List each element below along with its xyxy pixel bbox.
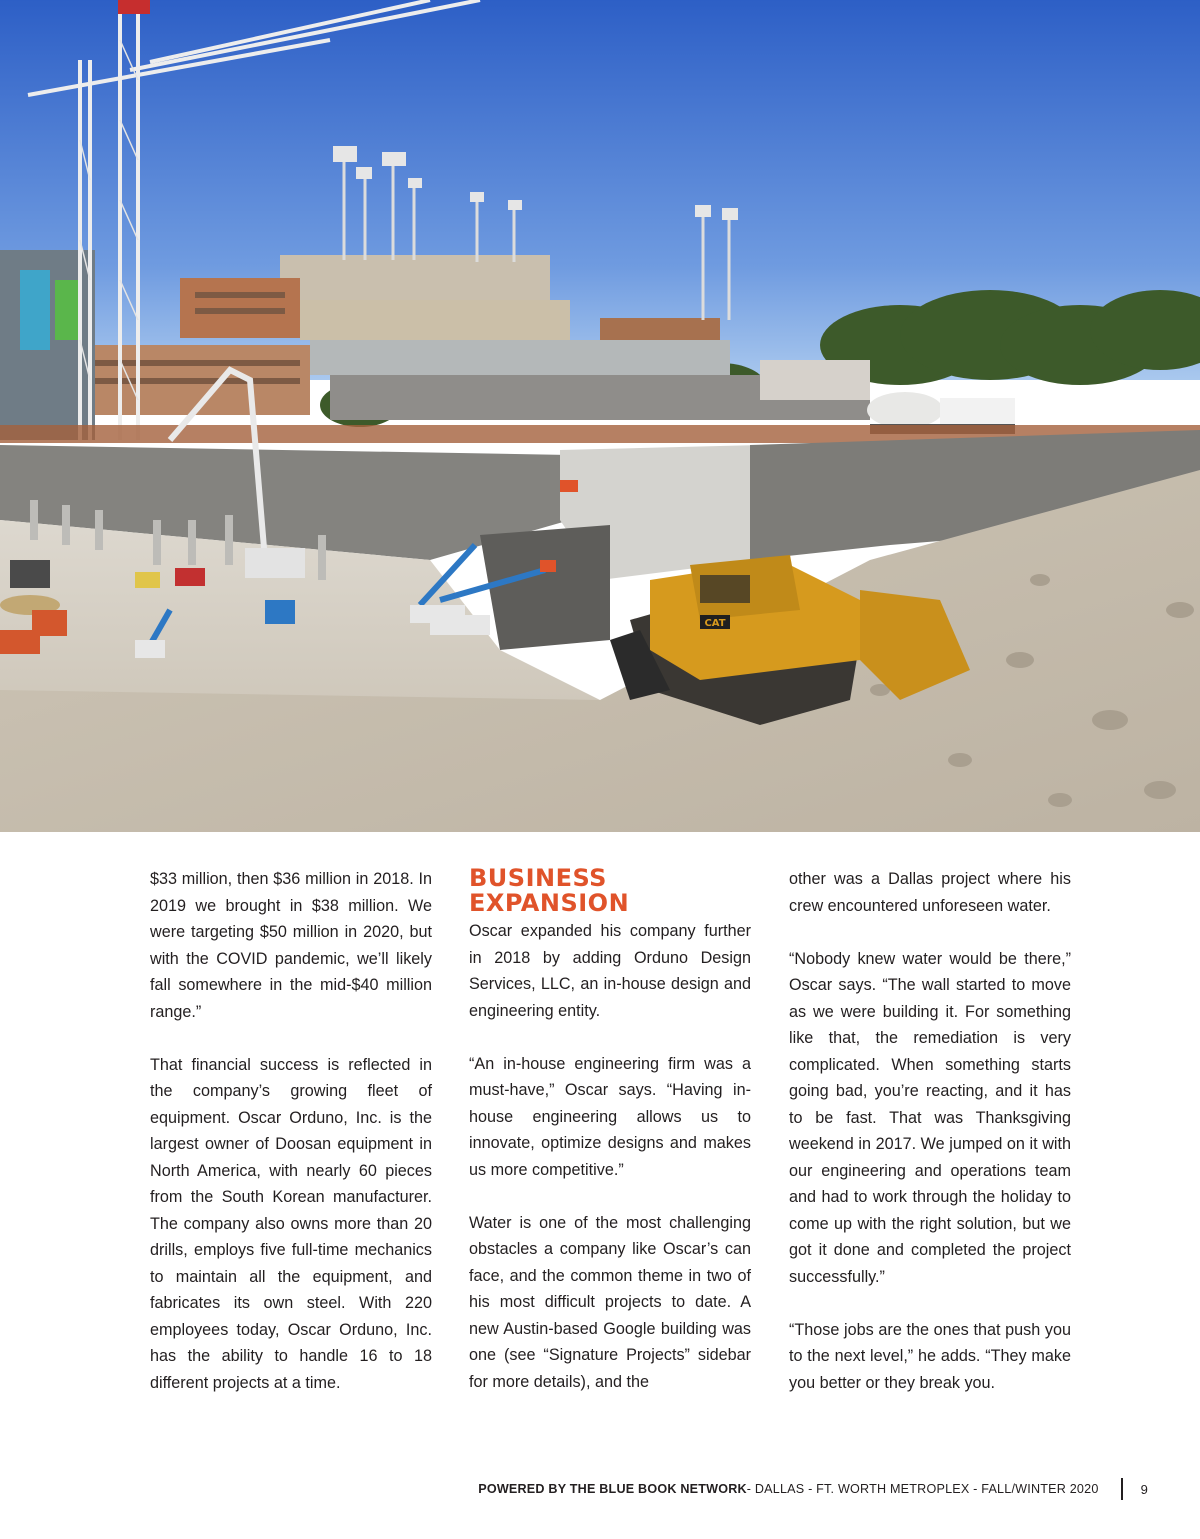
crane-cab xyxy=(118,0,150,14)
col1-paragraph-2: That financial success is reflected in the company’s growing fleet of equipment. Oscar Orduno, Inc. is the largest owner of Doosan equipment in North America, with nearly 60 pieces from the South Korean manufacturer. The company also owns more than 20 drills, employs five full-time mechanics to maintain all the equipment, and fabricates its own steel. With 220 employees today, Oscar Orduno, Inc. has the ability to handle 16 to 18 different projects at a time. xyxy=(150,1055,432,1392)
col3-paragraph-2: “Nobody knew water would be there,” Oscar says. “The wall started to move as we were building it. For something like that, the remediation is very complicated. When something starts going bad, you’re reacting, and it has to be fast. That was Thanksgiving weekend in 2017. We jumped on it with our engineering and operations team and had to work through the holiday to come up with the right solution, but we got it done and completed the project successfully.” xyxy=(789,949,1071,1286)
col3-paragraph-1: other was a Dallas project where his crew encountered unforeseen water. xyxy=(789,870,1071,915)
pump-truck xyxy=(245,548,305,578)
footer-issue: - DALLAS - FT. WORTH METROPLEX - FALL/WINTER 2020 xyxy=(746,1482,1099,1496)
dozer-badge-text: CAT xyxy=(704,618,726,629)
col1-paragraph-1: $33 million, then $36 million in 2018. In 2019 we brought in $38 million. We were targeting $50 million in 2020, but with the COVID pandemic, we’ll likely fall somewhere in the mid-$40 million range.” xyxy=(150,870,432,1021)
col2-paragraph-2: “An in-house engineering firm was a must-have,” Oscar says. “Having in-house engineering allows us to innovate, optimize designs and makes us more competitive.” xyxy=(469,1054,751,1179)
section-heading-line-1: BUSINESS xyxy=(469,864,607,892)
footer-divider xyxy=(1121,1478,1123,1500)
article-column-3 xyxy=(789,866,1071,1423)
article-column-2 xyxy=(469,866,751,1422)
page-footer xyxy=(478,1478,1148,1500)
col2-paragraph-3: Water is one of the most challenging obstacles a company like Oscar’s can face, and the common theme in two of his most difficult projects to date. A new Austin-based Google building was one (see “Signature Projects” sidebar for more details), and the xyxy=(469,1213,751,1391)
col2-paragraph-1: Oscar expanded his company further in 2018 by adding Orduno Design Services, LLC, an in-house design and engineering entity. xyxy=(469,922,751,1020)
page-number: 9 xyxy=(1140,1481,1148,1497)
article-column-1 xyxy=(150,866,432,1423)
pit-shaft xyxy=(480,525,610,650)
footer-brand: POWERED BY THE BLUE BOOK NETWORK xyxy=(478,1482,747,1496)
col3-paragraph-3: “Those jobs are the ones that push you to the next level,” he adds. “They make you better or they break you. xyxy=(789,1320,1071,1392)
section-heading-line-2: EXPANSION xyxy=(469,889,630,917)
section-heading xyxy=(469,866,751,916)
